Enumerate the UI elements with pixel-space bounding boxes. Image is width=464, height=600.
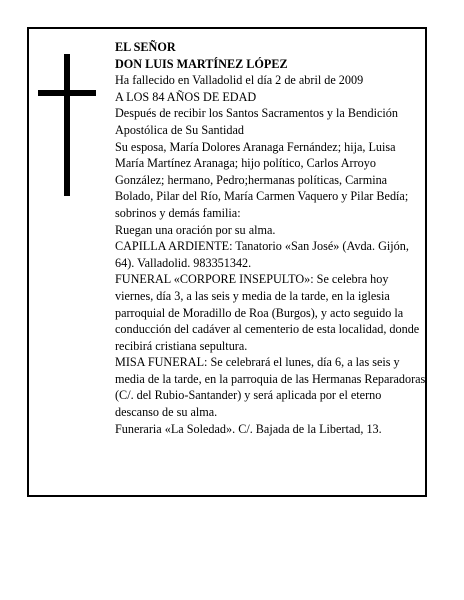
latin-cross-icon (38, 54, 96, 196)
death-info: Ha fallecido en Valladolid el día 2 de abril de 2009 (115, 73, 364, 88)
chapel-info: CAPILLA ARDIENTE: Tanatorio «San José» (Avda. Gijón, 64). Valladolid. 983351342. (115, 239, 409, 270)
obituary-text (115, 39, 427, 437)
sacraments-line: Después de recibir los Santos Sacramentos y la Bendición Apostólica de Su Santidad (115, 106, 398, 137)
family-list: Su esposa, María Dolores Aranaga Fernández; hija, Luisa María Martínez Aranaga; hijo político, Carlos Arroyo González; hermano, Pedro;hermanas políticas, Carmina Bolado, Pilar del Río, María Carmen Vaquero y Pilar Bedía; sobrinos y demás familia: (115, 139, 409, 220)
age-line: A LOS 84 AÑOS DE EDAD (115, 89, 257, 104)
mass-info: MISA FUNERAL: Se celebrará el lunes, día 6, a las seis y media de la tarde, en la parroquia de las Hermanas Reparadoras (C/. del Rubio-Santander) y será aplicada por el eterno descanso de su alma. (115, 355, 426, 420)
funeral-home: Funeraria «La Soledad». C/. Bajada de la Libertad, 13. (115, 421, 382, 436)
deceased-name: DON LUIS MARTÍNEZ LÓPEZ (115, 56, 288, 71)
prayer-request: Ruegan una oración por su alma. (115, 222, 276, 237)
title-line-1: EL SEÑOR (115, 40, 176, 54)
funeral-info: FUNERAL «CORPORE INSEPULTO»: Se celebra hoy viernes, día 3, a las seis y media de la tarde, en la iglesia parroquial de Moradillo de Roa (Burgos), y acto seguido la conducción del cadáver al cementerio de esta localidad, donde recibirá cristiana sepultura. (115, 272, 420, 353)
